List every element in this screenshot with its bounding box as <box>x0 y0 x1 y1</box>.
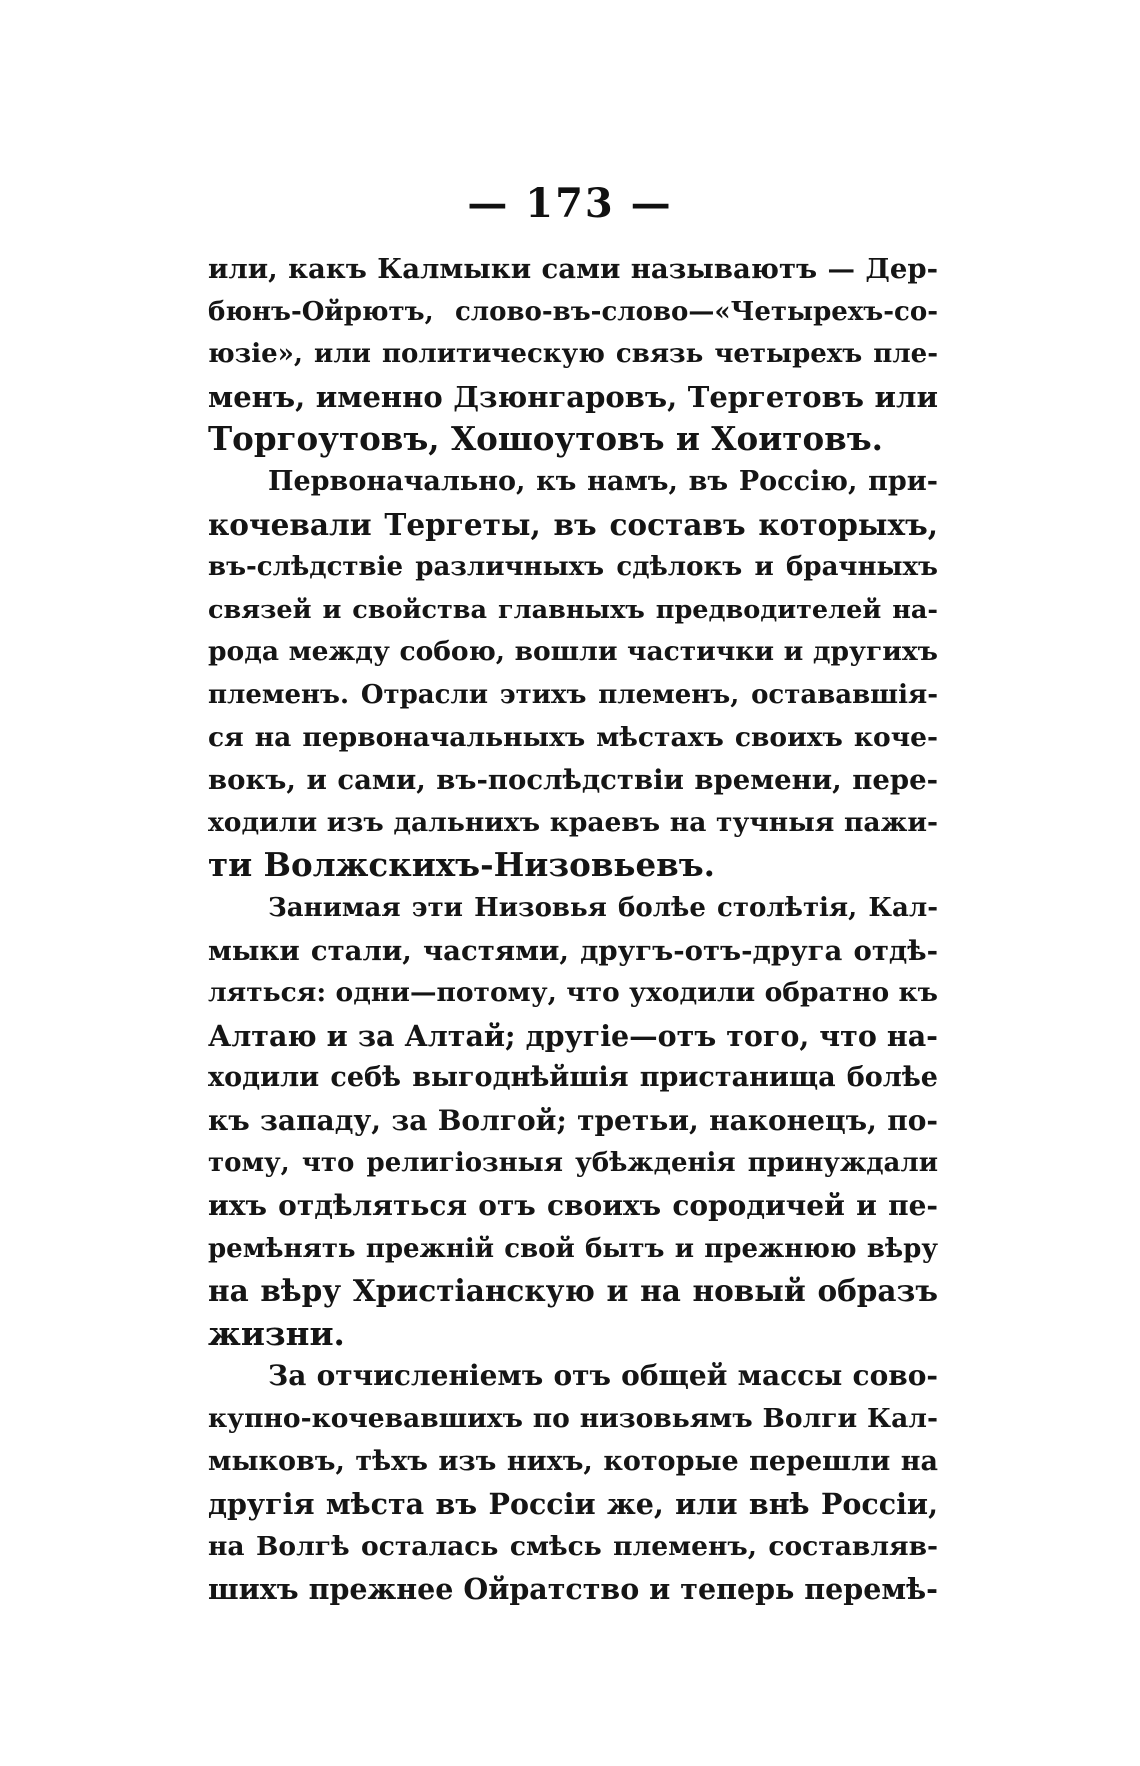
text-line: ремѣнять прежній свой бытъ и прежнюю вѣру <box>208 1233 938 1264</box>
paragraph <box>208 461 938 887</box>
text-line: купно-кочевавшихъ по низовьямъ Волги Кал- <box>208 1403 938 1435</box>
text-line: менъ, именно Дзюнгаровъ, Тергетовъ или <box>208 379 938 414</box>
text-line: ходили себѣ выгоднѣйшія пристанища болѣе <box>208 1062 938 1094</box>
text-line: или, какъ Калмыки сами называютъ — Дер- <box>208 253 938 285</box>
text-line: къ западу, за Волгой; третьи, наконецъ, по- <box>208 1103 938 1137</box>
text-line: Занимая эти Низовья болѣе столѣтія, Кал- <box>268 892 938 923</box>
text-line: на Волгѣ осталась смѣсь племенъ, составляв- <box>208 1530 938 1562</box>
text-line: ихъ отдѣляться отъ своихъ сородичей и пе- <box>208 1189 938 1223</box>
text-line: Первоначально, къ намъ, въ Россію, при- <box>268 465 938 497</box>
paragraph <box>208 248 938 461</box>
page-number: — 173 — <box>467 180 673 227</box>
text-line: тому, что религіозныя убѣжденія принуждали <box>208 1148 938 1179</box>
text-line: въ-слѣдствіе различныхъ сдѣлокъ и брачныхъ <box>208 552 938 583</box>
text-line: ся на первоначальныхъ мѣстахъ своихъ коче- <box>208 721 938 753</box>
text-line: За отчисленіемъ отъ общей массы сово- <box>268 1359 938 1393</box>
paragraph <box>208 1355 938 1611</box>
text-line: ти Волжскихъ-Низовьевъ. <box>208 845 715 885</box>
text-line: кочевали Тергеты, въ составъ которыхъ, <box>208 506 938 542</box>
text-line: на вѣру Христіанскую и на новый образъ <box>208 1273 938 1309</box>
text-line: юзіе», или политическую связь четырехъ пле- <box>208 339 938 370</box>
text-line: племенъ. Отрасли этихъ племенъ, остававшія- <box>208 679 938 710</box>
text-line: мыковъ, тѣхъ изъ нихъ, которые перешли на <box>208 1445 938 1477</box>
text-line: бюнъ-Ойрютъ, слово-въ-слово—«Четырехъ-со- <box>208 296 938 327</box>
text-line: мыки стали, частями, другъ-отъ-друга отдѣ- <box>208 934 938 967</box>
body-text <box>208 248 938 1611</box>
text-line: Алтаю и за Алтай; другіе—отъ того, что на- <box>208 1018 938 1053</box>
text-line: связей и свойства главныхъ предводителей на- <box>208 594 938 625</box>
text-line: вокъ, и сами, въ-послѣдствіи времени, пере- <box>208 764 938 797</box>
text-line: шихъ прежнее Ойратство и теперь перемѣ- <box>208 1572 938 1607</box>
text-line: рода между собою, вошли частички и другихъ <box>208 636 938 668</box>
paragraph <box>208 887 938 1356</box>
text-line: Торгоутовъ, Хошоутовъ и Хоитовъ. <box>208 419 883 459</box>
text-line: ляться: одни—потому, что уходили обратно къ <box>208 977 938 1009</box>
text-line: другія мѣста въ Россіи же, или внѣ Россіи, <box>208 1487 938 1522</box>
text-line: ходили изъ дальнихъ краевъ на тучныя пажи- <box>208 806 938 838</box>
text-line: жизни. <box>208 1313 345 1353</box>
